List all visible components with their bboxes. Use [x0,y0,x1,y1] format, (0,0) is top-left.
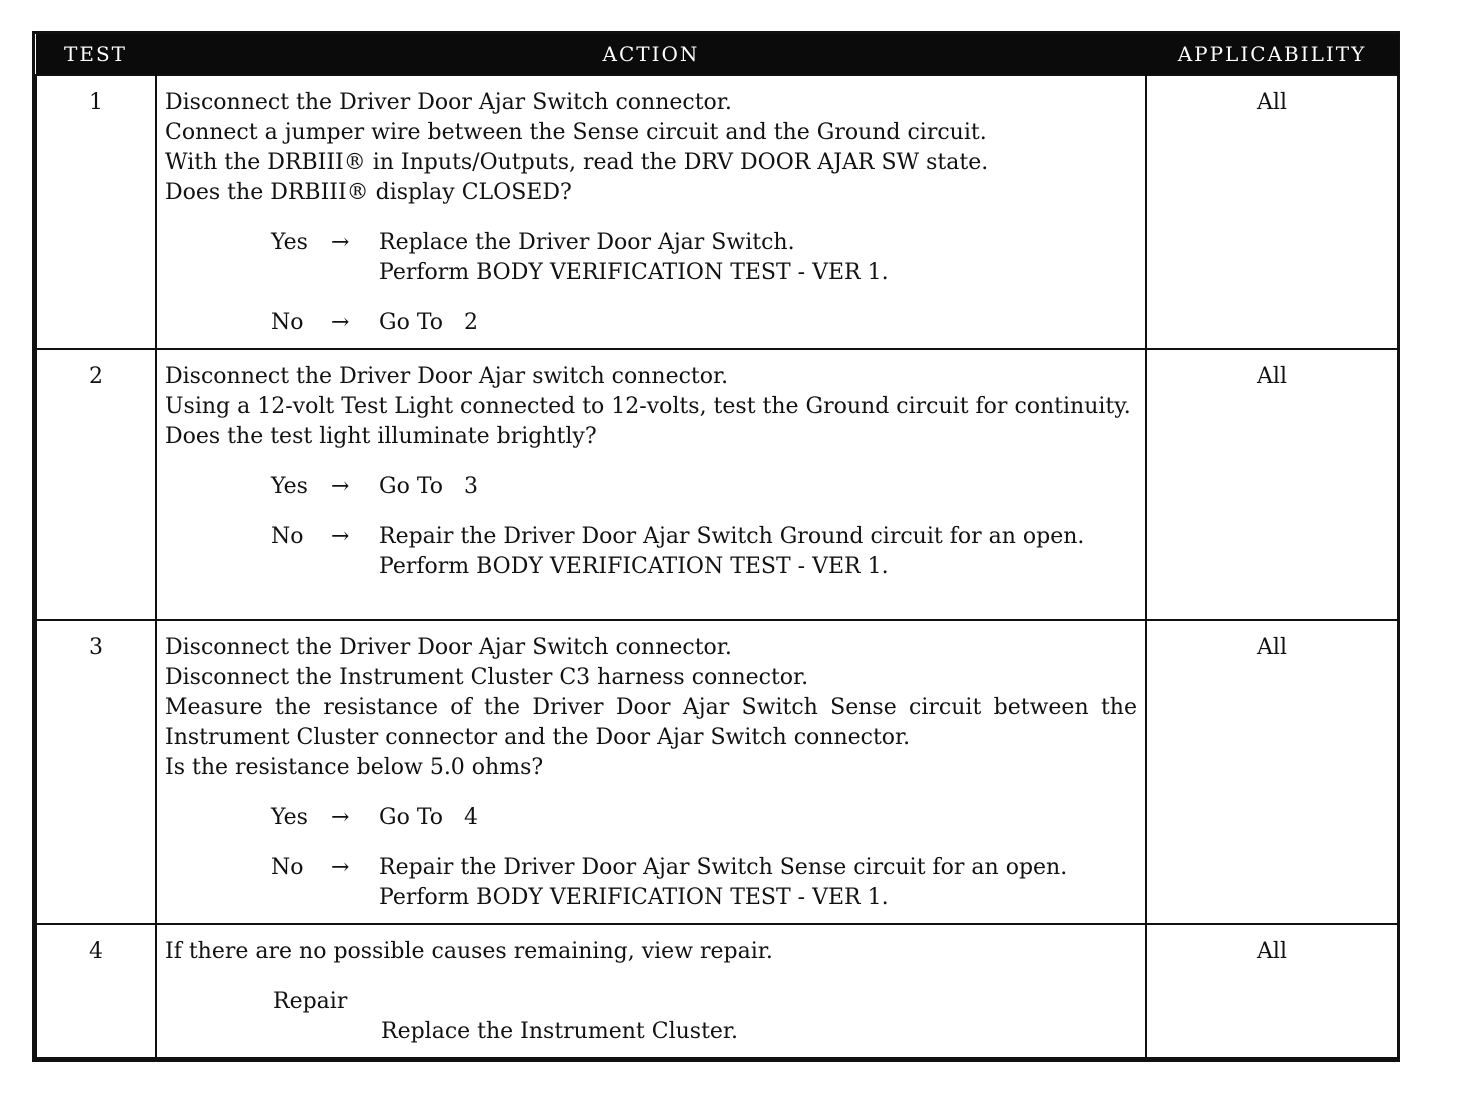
applicability-value: All [1146,924,1398,1058]
answer-key: No [271,310,304,335]
answer-line: Repair the Driver Door Ajar Switch Ground circuit for an open. [379,524,1085,549]
answer-list [165,472,1137,582]
table-row [36,349,1398,620]
action-statement: Using a 12-volt Test Light connected to 12-volts, test the Ground circuit for continuity. [165,394,1131,419]
answer-no [271,308,1137,338]
answer-no [271,522,1137,582]
applicability-value: All [1146,75,1398,349]
arrow-right-icon: → [331,805,350,830]
action-statement: Disconnect the Driver Door Ajar switch connector. [165,364,729,389]
applicability-value: All [1146,620,1398,924]
arrow-right-icon: → [331,524,350,549]
arrow-right-icon: → [331,855,350,880]
answer-line: Perform BODY VERIFICATION TEST - VER 1. [379,885,889,910]
diagnostic-table-frame [32,31,1400,1062]
action-statement: Disconnect the Instrument Cluster C3 harness connector. [165,665,809,690]
answer-key: Yes [271,805,308,830]
action-statement: If there are no possible causes remaining, view repair. [165,939,773,964]
answer-line: Perform BODY VERIFICATION TEST - VER 1. [379,554,889,579]
action-cell [156,75,1146,349]
answer-line: Go To 3 [379,474,478,499]
answer-result [379,472,478,502]
header-action: ACTION [156,34,1146,75]
answer-result [379,308,478,338]
action-statement: Measure the resistance of the Driver Door Ajar Switch Sense circuit between the Instrument Cluster connector and the Door Ajar Switch connector. [165,695,1137,750]
table-row [36,924,1398,1058]
arrow-right-icon: → [331,310,350,335]
action-statement: Disconnect the Driver Door Ajar Switch connector. [165,90,732,115]
action-statement: Disconnect the Driver Door Ajar Switch connector. [165,635,732,660]
answer-no [271,853,1137,913]
answer-yes [271,228,1137,288]
header-row [36,34,1398,75]
test-number: 1 [36,75,156,349]
arrow-right-icon: → [331,230,350,255]
test-number: 2 [36,349,156,620]
answer-list [165,803,1137,913]
action-statement: Does the DRBIII® display CLOSED? [165,180,572,205]
table-row [36,620,1398,924]
answer-list [165,228,1137,338]
answer-line: Perform BODY VERIFICATION TEST - VER 1. [379,260,889,285]
action-statement: Is the resistance below 5.0 ohms? [165,755,544,780]
answer-result [379,803,478,833]
answer-key: No [271,524,304,549]
answer-result [379,853,1067,913]
answer-line: Go To 4 [379,805,478,830]
answer-yes [271,803,1137,833]
action-cell [156,620,1146,924]
diagnostic-table [35,34,1399,1059]
repair-text: Replace the Instrument Cluster. [381,1019,739,1044]
action-statement: Connect a jumper wire between the Sense circuit and the Ground circuit. [165,120,987,145]
repair-label: Repair [273,989,348,1014]
applicability-value: All [1146,349,1398,620]
answer-key: Yes [271,230,308,255]
action-statement: Does the test light illuminate brightly? [165,424,597,449]
answer-line: Replace the Driver Door Ajar Switch. [379,230,795,255]
answer-key: No [271,855,304,880]
header-applicability: APPLICABILITY [1146,34,1398,75]
table-row [36,75,1398,349]
answer-key: Yes [271,474,308,499]
arrow-right-icon: → [331,474,350,499]
answer-yes [271,472,1137,502]
test-number: 4 [36,924,156,1058]
answer-line: Go To 2 [379,310,478,335]
test-number: 3 [36,620,156,924]
answer-line: Repair the Driver Door Ajar Switch Sense circuit for an open. [379,855,1068,880]
answer-result [379,228,889,288]
action-cell [156,349,1146,620]
action-statement: With the DRBIII® in Inputs/Outputs, read the DRV DOOR AJAR SW state. [165,150,989,175]
repair-block [165,987,1137,1047]
action-cell [156,924,1146,1058]
header-test: TEST [36,34,156,75]
answer-result [379,522,1084,582]
